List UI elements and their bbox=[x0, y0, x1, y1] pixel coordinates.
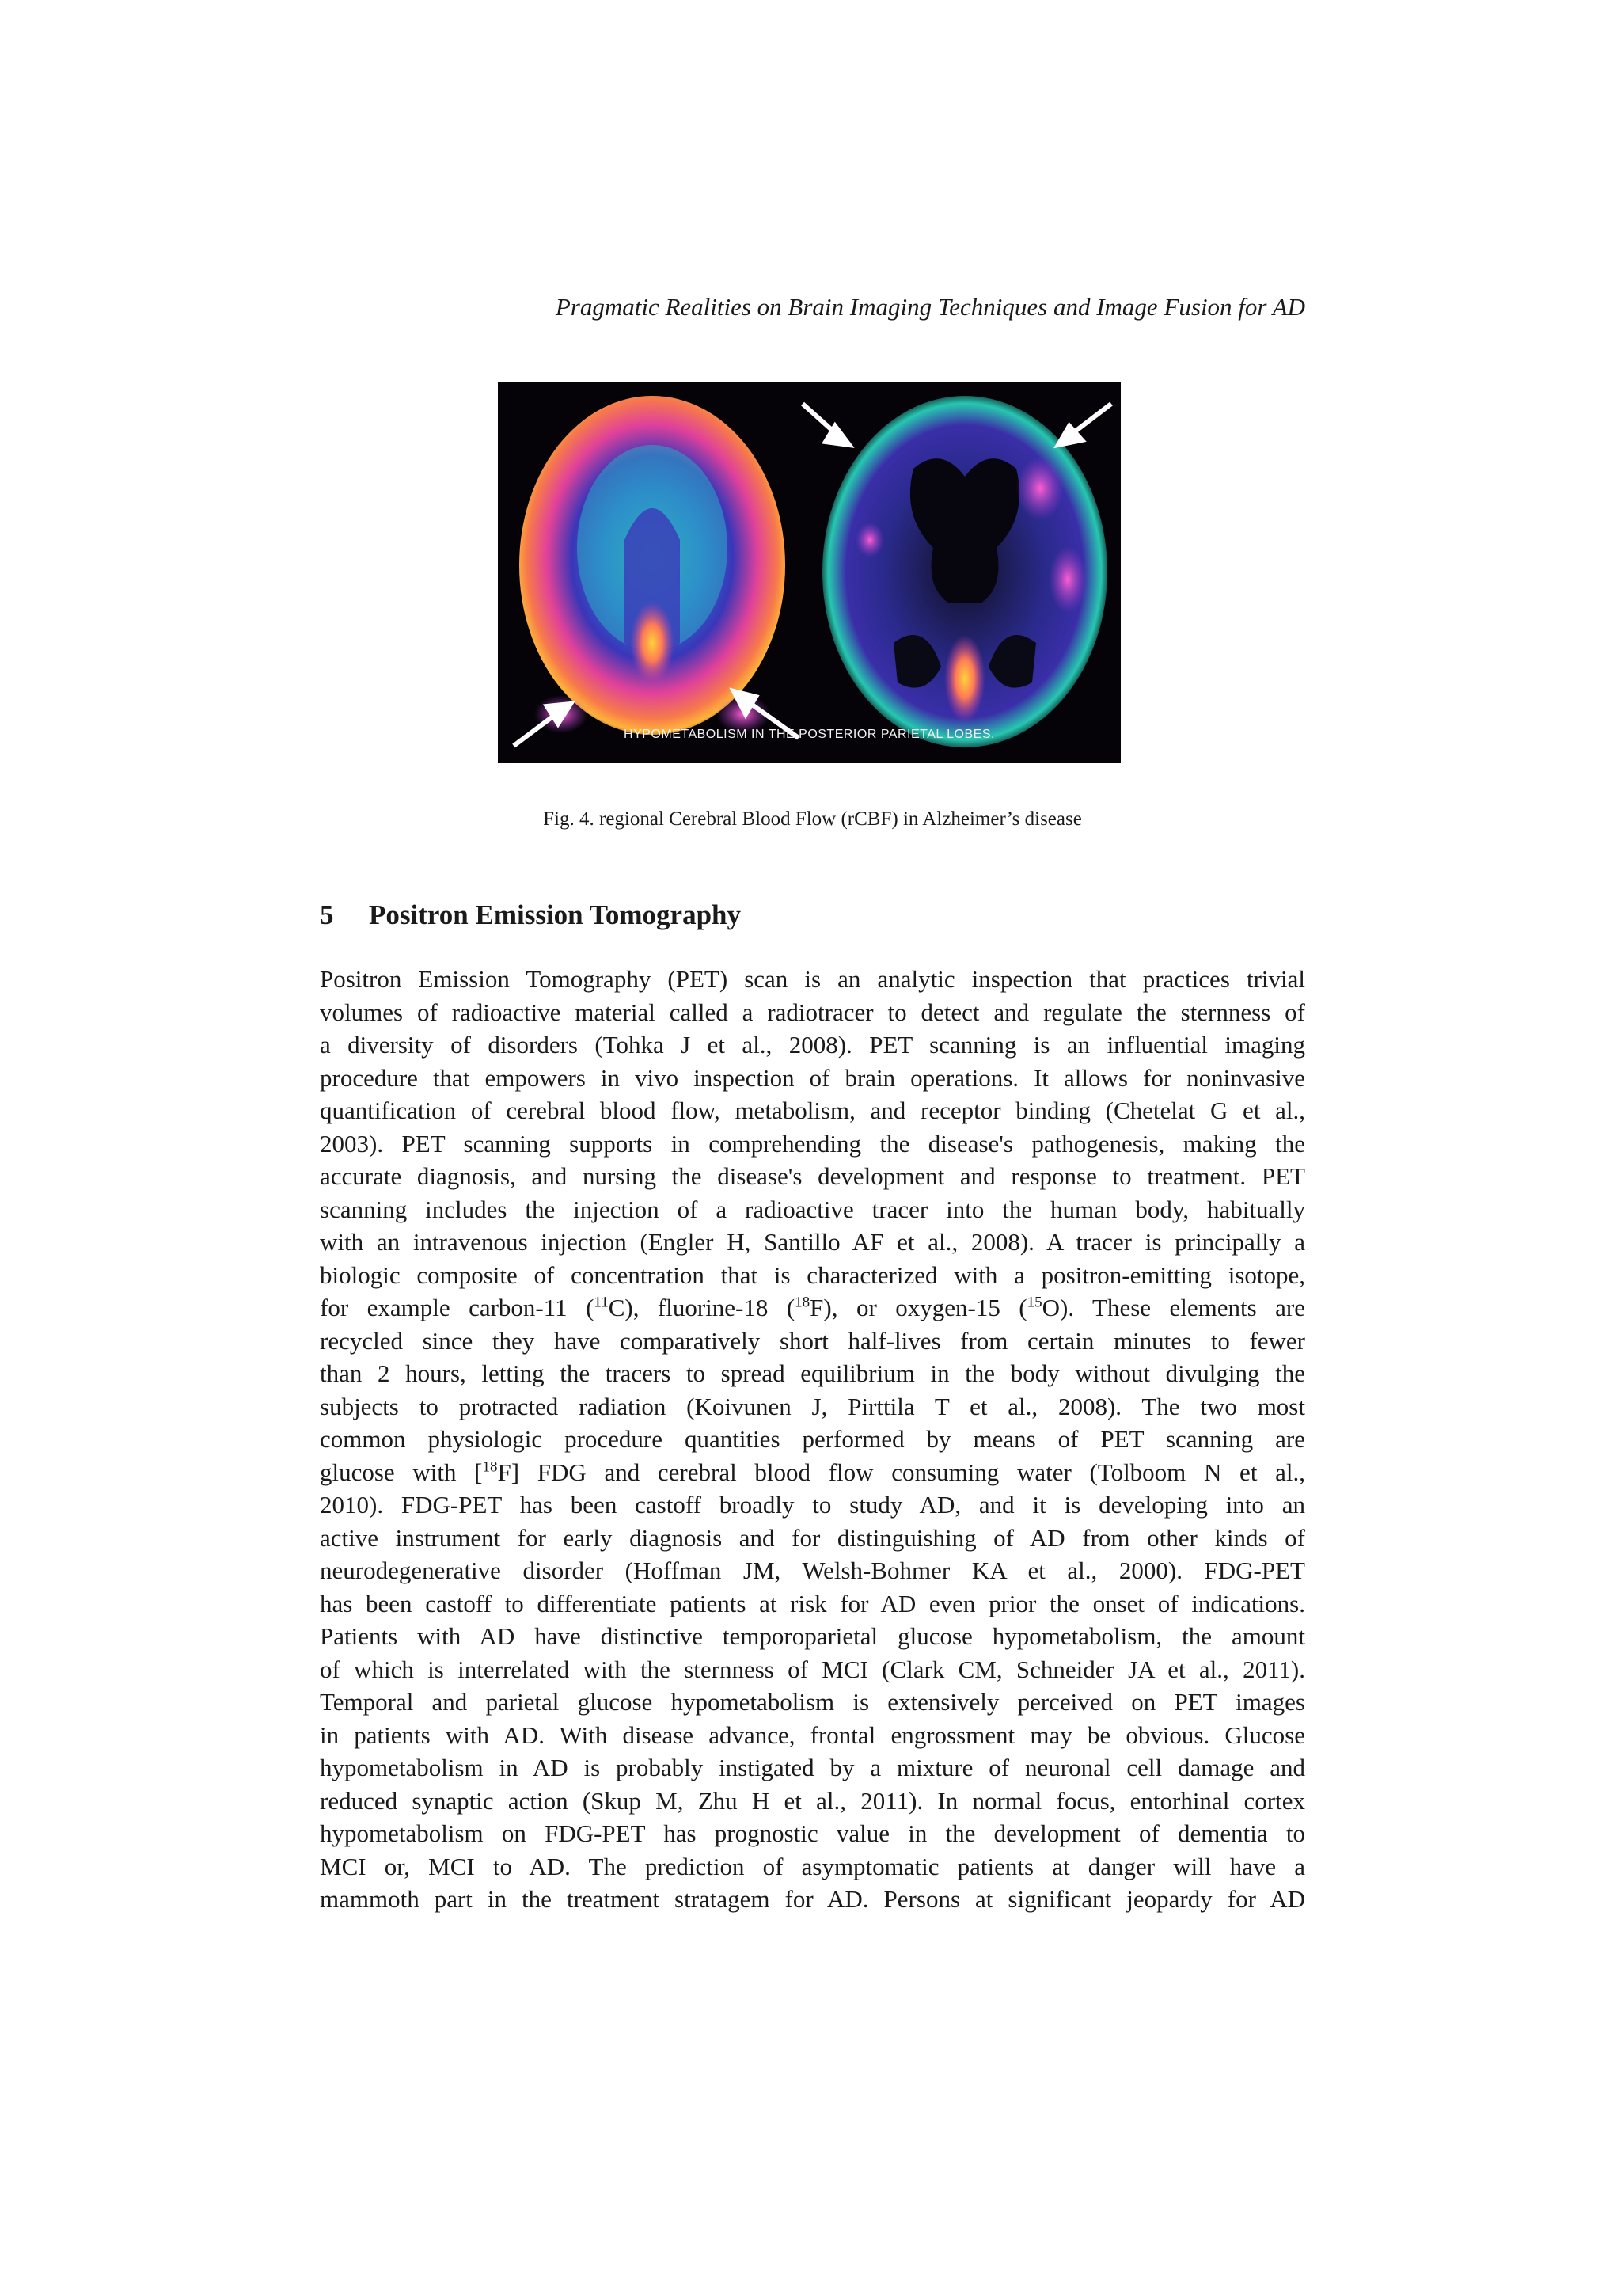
body-paragraph bbox=[320, 963, 1305, 1916]
text-line: MCI or, MCI to AD. The prediction of asymptomatic patients at danger will have a bbox=[320, 1852, 1305, 1880]
text-line: quantification of cerebral blood flow, metabolism, and receptor binding (Chetelat G et al., bbox=[320, 1097, 1305, 1124]
pet-scan-image bbox=[498, 382, 1121, 763]
text-line: mammoth part in the treatment stratagem for AD. Persons at significant jeopardy for AD bbox=[320, 1885, 1305, 1913]
text-line: 2010). FDG-PET has been castoff broadly to study AD, and it is developing into an bbox=[320, 1491, 1305, 1519]
text-line: recycled since they have comparatively short half-lives from certain minutes to fewer bbox=[320, 1326, 1305, 1355]
figure-caption: Fig. 4. regional Cerebral Blood Flow (rCBF) in Alzheimer’s disease bbox=[543, 808, 1082, 830]
figure-overlay-label: HYPOMETABOLISM IN THE POSTERIOR PARIETAL LOBES. bbox=[624, 728, 995, 741]
text-line: Patients with AD have distinctive temporoparietal glucose hypometabolism, the amount bbox=[320, 1622, 1305, 1650]
text-line-fdg: glucose with [$^{18}$F] FDG and cerebral blood flow consuming water (Tolboom N et al., bbox=[320, 1458, 1305, 1486]
text-line-isotopes: for example carbon-11 ($^{11}$C), fluorine-18 ($^{18}$F), or oxygen-15 ($^{15}$O). These elements are bbox=[320, 1294, 1305, 1321]
text-line: reduced synaptic action (Skup M, Zhu H et al., 2011). In normal focus, entorhinal cortex bbox=[320, 1786, 1305, 1815]
text-line: common physiologic procedure quantities performed by means of PET scanning are bbox=[320, 1425, 1305, 1453]
text-line: active instrument for early diagnosis and for distinguishing of AD from other kinds of bbox=[320, 1523, 1305, 1552]
text-line: than 2 hours, letting the tracers to spread equilibrium in the body without divulging the bbox=[320, 1359, 1305, 1387]
section-heading bbox=[320, 898, 741, 933]
text-line: has been castoff to differentiate patients at risk for AD even prior the onset of indications. bbox=[320, 1589, 1305, 1617]
text-line: Positron Emission Tomography (PET) scan is an analytic inspection that practices trivial bbox=[320, 965, 1305, 993]
text-line: scanning includes the injection of a radioactive tracer into the human body, habitually bbox=[320, 1195, 1305, 1223]
text-line: hypometabolism in AD is probably instigated by a mixture of neuronal cell damage and bbox=[320, 1754, 1305, 1781]
text-line: accurate diagnosis, and nursing the disease's development and response to treatment. PET bbox=[320, 1162, 1305, 1190]
text-line: with an intravenous injection (Engler H, Santillo AF et al., 2008). A tracer is principally a bbox=[320, 1228, 1305, 1256]
text-line: biologic composite of concentration that is characterized with a positron-emitting isotope, bbox=[320, 1260, 1305, 1289]
text-line: neurodegenerative disorder (Hoffman JM, Welsh-Bohmer KA et al., 2000). FDG-PET bbox=[320, 1557, 1305, 1584]
text-line: a diversity of disorders (Tohka J et al., 2008). PET scanning is an influential imaging bbox=[320, 1031, 1305, 1059]
text-line: of which is interrelated with the sternness of MCI (Clark CM, Schneider JA et al., 2011). bbox=[320, 1655, 1305, 1683]
text-line: 2003). PET scanning supports in comprehending the disease's pathogenesis, making the bbox=[320, 1129, 1305, 1158]
text-line: procedure that empowers in vivo inspection of brain operations. It allows for noninvasive bbox=[320, 1063, 1305, 1092]
text-line: volumes of radioactive material called a radiotracer to detect and regulate the sternness of bbox=[320, 998, 1305, 1026]
text-line: in patients with AD. With disease advance, frontal engrossment may be obvious. Glucose bbox=[320, 1720, 1305, 1749]
figure-pet-scans bbox=[498, 382, 1121, 763]
text-line: Temporal and parietal glucose hypometabolism is extensively perceived on PET images bbox=[320, 1688, 1305, 1716]
text-line: subjects to protracted radiation (Koivunen J, Pirttila T et al., 2008). The two most bbox=[320, 1392, 1305, 1420]
text-line: hypometabolism on FDG-PET has prognostic value in the development of dementia to bbox=[320, 1819, 1305, 1847]
section-title: Positron Emission Tomography bbox=[369, 899, 742, 930]
running-header: Pragmatic Realities on Brain Imaging Techniques and Image Fusion for AD bbox=[555, 293, 1305, 321]
section-number: 5 bbox=[320, 899, 334, 930]
